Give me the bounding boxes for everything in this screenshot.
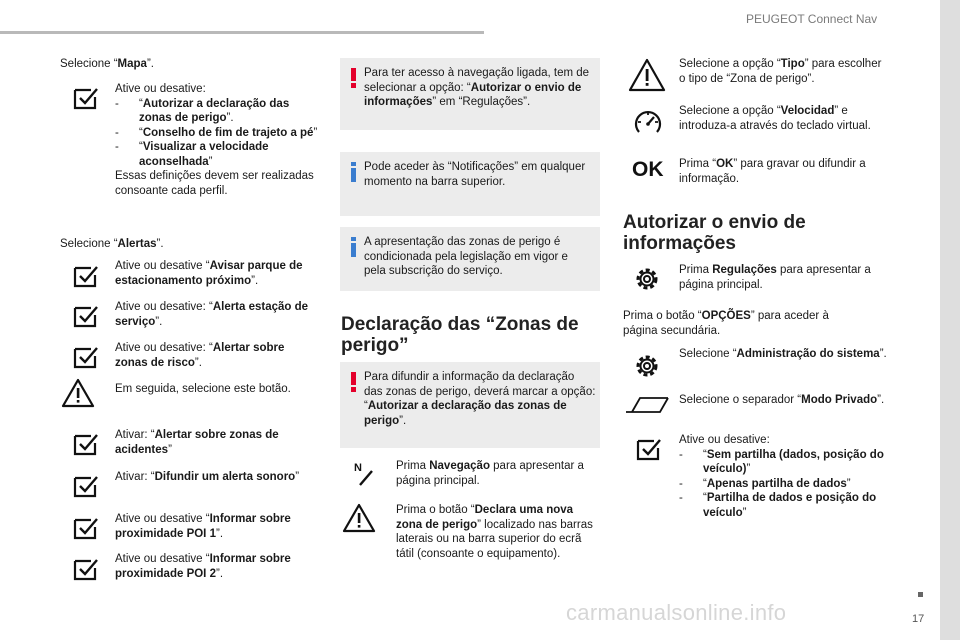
select-system-admin-text: Selecione “Administração do sistema”.	[679, 348, 887, 360]
page-number: 17	[912, 613, 925, 625]
check-box-icon[interactable]	[73, 473, 99, 499]
check-box-icon[interactable]	[73, 85, 99, 111]
watermark: carmanualsonline.info	[566, 600, 787, 625]
check-box-icon[interactable]	[73, 556, 99, 582]
ok-button-icon[interactable]: OK	[632, 158, 664, 181]
check-box-icon[interactable]	[73, 263, 99, 289]
select-type-text: Selecione a opção “Tipo” para escolher o tipo de “Zona de perigo”.	[679, 58, 882, 85]
settings-toggle-block: Ative ou desative: - “Autorizar a declaração das zonas de perigo”. - “Conselho de fim de trajeto a pé” - “Visualizar a velocidade aconselhada” Essas definições devem ser realizadas consoante cada perfil.	[115, 83, 318, 197]
top-rule	[0, 31, 484, 34]
check-box-icon[interactable]	[73, 344, 99, 370]
select-map-text: Selecione “Mapa”.	[60, 58, 154, 70]
section-heading-authorize: Autorizar o envio de informações	[623, 212, 806, 254]
navigation-north-icon[interactable]	[352, 461, 376, 487]
info-text: Pode aceder às “Notificações” em qualquer momento na barra superior.	[364, 161, 586, 188]
page-dot	[918, 592, 923, 597]
sound-alert-text: Ativar: “Difundir um alerta sonoro”	[115, 471, 300, 483]
info-box-notifications	[340, 152, 600, 216]
select-button-text: Em seguida, selecione este botão.	[115, 383, 291, 395]
tab-shape-icon[interactable]	[624, 396, 670, 414]
select-alerts-text: Selecione “Alertas”.	[60, 238, 164, 250]
press-ok-text: Prima “OK” para gravar ou difundir a informação.	[679, 158, 866, 185]
svg-text:N: N	[354, 462, 362, 474]
poi2-alert-text: Ative ou desative “Informar sobre proximidade POI 2”.	[115, 553, 291, 580]
select-private-mode-text: Selecione o separador “Modo Privado”.	[679, 394, 885, 406]
accident-zone-alert-text: Ativar: “Alertar sobre zonas de acidentes”	[115, 429, 279, 456]
alert-text: Para ter acesso à navegação ligada, tem de selecionar a opção: “Autorizar o envio de informações” em “Regulações”.	[364, 67, 590, 108]
check-box-icon[interactable]	[73, 303, 99, 329]
alert-box-connected-nav	[340, 58, 600, 130]
press-settings-text: Prima Regulações para apresentar a página principal.	[679, 264, 871, 291]
press-options-text: Prima o botão “OPÇÕES” para aceder à página secundária.	[623, 310, 829, 337]
gear-icon[interactable]	[633, 265, 661, 293]
parking-alert-text: Ative ou desative “Avisar parque de estacionamento próximo”.	[115, 260, 303, 287]
speedometer-icon[interactable]	[633, 108, 663, 138]
section-heading-danger-zones: Declaração das “Zonas de perigo”	[341, 314, 579, 356]
gear-icon[interactable]	[633, 352, 661, 380]
select-speed-text: Selecione a opção “Velocidad” e introduza-a através do teclado virtual.	[679, 105, 871, 132]
info-mark-icon	[347, 162, 361, 182]
exclamation-mark-icon	[347, 372, 361, 392]
sharing-toggle-block: Ative ou desative: - “Sem partilha (dados, posição do veículo)” - “Apenas partilha de dados” - “Partilha de dados e posição do veículo”	[679, 434, 884, 519]
warning-triangle-icon[interactable]	[342, 503, 376, 533]
declare-danger-zone-text: Prima o botão “Declara uma nova zona de perigo” localizado nas barras laterais ou na barra superior do ecrã tátil (consoante o equipamento).	[396, 504, 593, 560]
info-mark-icon	[347, 237, 361, 257]
check-box-icon[interactable]	[73, 431, 99, 457]
page-edge-bar	[940, 0, 960, 640]
info-text: A apresentação das zonas de perigo é condicionada pela legislação em vigor e pela subscrição do serviço.	[364, 236, 568, 277]
service-station-alert-text: Ative ou desative: “Alerta estação de serviço”.	[115, 301, 309, 328]
check-box-icon[interactable]	[73, 515, 99, 541]
press-navigation-text: Prima Navegação para apresentar a página principal.	[396, 460, 584, 487]
header-title: PEUGEOT Connect Nav	[746, 12, 878, 26]
poi1-alert-text: Ative ou desative “Informar sobre proximidade POI 1”.	[115, 513, 291, 540]
warning-triangle-icon[interactable]	[61, 378, 95, 408]
check-box-icon[interactable]	[636, 436, 662, 462]
info-box-legislation	[340, 227, 600, 291]
alert-text: Para difundir a informação da declaração das zonas de perigo, deverá marcar a opção: “Autorizar a declaração das zonas de perigo”.	[364, 371, 596, 427]
exclamation-mark-icon	[347, 68, 361, 88]
risk-zone-alert-text: Ative ou desative: “Alertar sobre zonas de risco”.	[115, 342, 285, 369]
warning-triangle-icon[interactable]	[628, 58, 666, 92]
alert-box-declaration	[340, 362, 600, 448]
